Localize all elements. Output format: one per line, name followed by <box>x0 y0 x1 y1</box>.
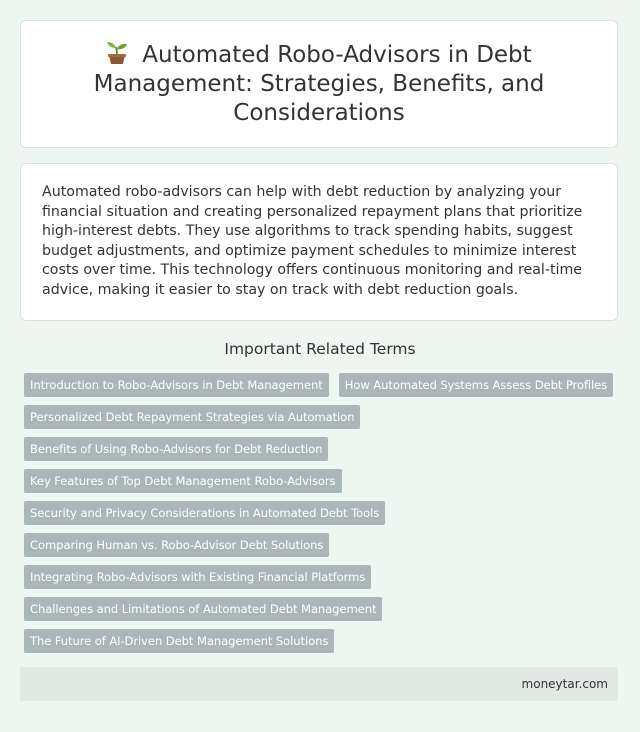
sprout-icon <box>106 41 128 65</box>
term-tag[interactable]: Benefits of Using Robo-Advisors for Debt Reduction <box>24 437 328 461</box>
related-terms-list <box>24 373 624 661</box>
page-title-text: Automated Robo-Advisors in Debt Management: Strategies, Benefits, and Considerations <box>93 41 545 126</box>
term-tag[interactable]: Key Features of Top Debt Management Robo-Advisors <box>24 469 342 493</box>
related-terms-heading: Important Related Terms <box>224 340 416 358</box>
summary-text: Automated robo-advisors can help with debt reduction by analyzing your financial situation and creating personalized repayment plans that prioritize high-interest debts. They use algorithms to track spending habits, suggest budget adjustments, and optimize payment schedules to minimize interest costs over time. This technology offers continuous monitoring and real-time advice, making it easier to stay on track with debt reduction goals. <box>42 184 583 298</box>
summary-card <box>20 163 618 321</box>
term-tag[interactable]: Challenges and Limitations of Automated Debt Management <box>24 597 382 621</box>
title-card <box>20 20 618 148</box>
term-tag[interactable]: Personalized Debt Repayment Strategies via Automation <box>24 405 360 429</box>
term-tag[interactable]: The Future of AI-Driven Debt Management Solutions <box>24 629 334 653</box>
term-tag[interactable]: Comparing Human vs. Robo-Advisor Debt Solutions <box>24 533 329 557</box>
term-tag[interactable]: Introduction to Robo-Advisors in Debt Management <box>24 373 329 397</box>
term-tag[interactable]: Security and Privacy Considerations in Automated Debt Tools <box>24 501 385 525</box>
page-title <box>81 41 557 128</box>
term-tag[interactable]: How Automated Systems Assess Debt Profiles <box>339 373 613 397</box>
footer <box>20 667 618 701</box>
term-tag[interactable]: Integrating Robo-Advisors with Existing Financial Platforms <box>24 565 371 589</box>
footer-site-link[interactable]: moneytar.com <box>521 677 608 691</box>
